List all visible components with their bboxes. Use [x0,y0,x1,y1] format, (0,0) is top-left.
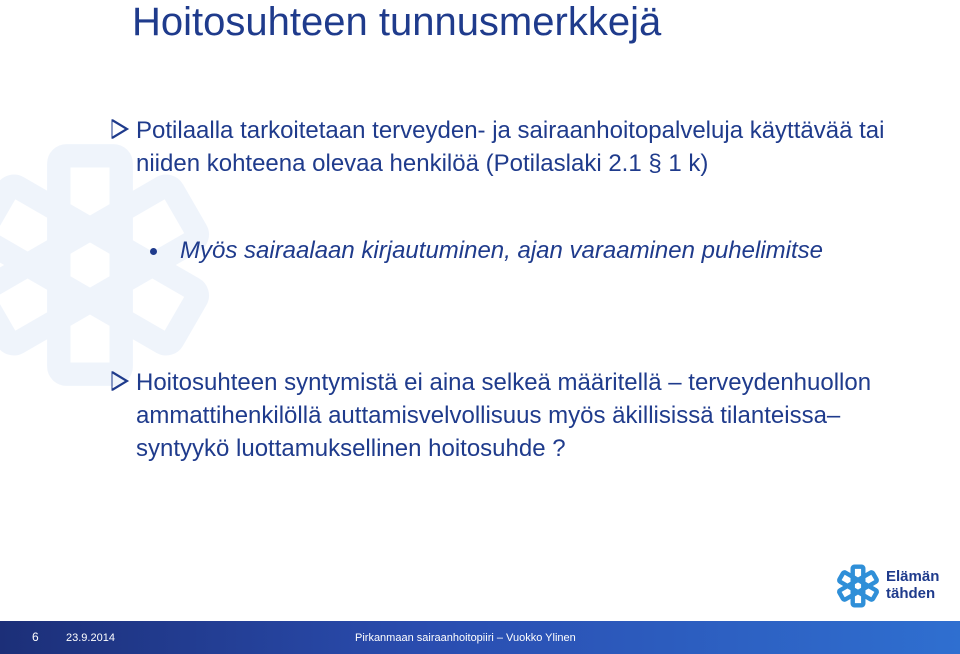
bullet-item-1 [110,114,890,180]
bullet-text-2: Hoitosuhteen syntymistä ei aina selkeä määritellä – terveydenhuollon ammattihenkilöllä auttamisvelvollisuus myös äkillisissä tilanteissa– syntyykö luottamuksellinen hoitosuhde ? [136,369,872,462]
bullet-text-1: Potilaalla tarkoitetaan terveyden- ja sairaanhoitopalveluja käyttävää tai niiden kohteena olevaa henkilöä (Potilaslaki 2.1 § 1 k) [136,117,885,177]
footer-organization: Pirkanmaan sairaanhoitopiiri – Vuokko Ylinen [355,632,576,644]
footer-bar [0,621,960,654]
logo-text-line1: Elämän [886,568,940,585]
sub-bullet-text-1: Myös sairaalaan kirjautuminen, ajan varaaminen puhelimitse [180,237,823,264]
slide-title: Hoitosuhteen tunnusmerkkejä [132,0,662,44]
arrow-bullet-icon [110,118,130,140]
sub-bullet-item-1 [150,234,890,267]
star-of-life-icon [836,564,880,608]
bullet-item-2 [110,366,890,465]
logo-text-line2: tähden [886,585,936,602]
page-number: 6 [32,630,39,644]
footer-date: 23.9.2014 [66,632,115,644]
arrow-bullet-icon [110,370,130,392]
logo [836,564,946,610]
sub-bullet-dot-icon [150,248,157,255]
